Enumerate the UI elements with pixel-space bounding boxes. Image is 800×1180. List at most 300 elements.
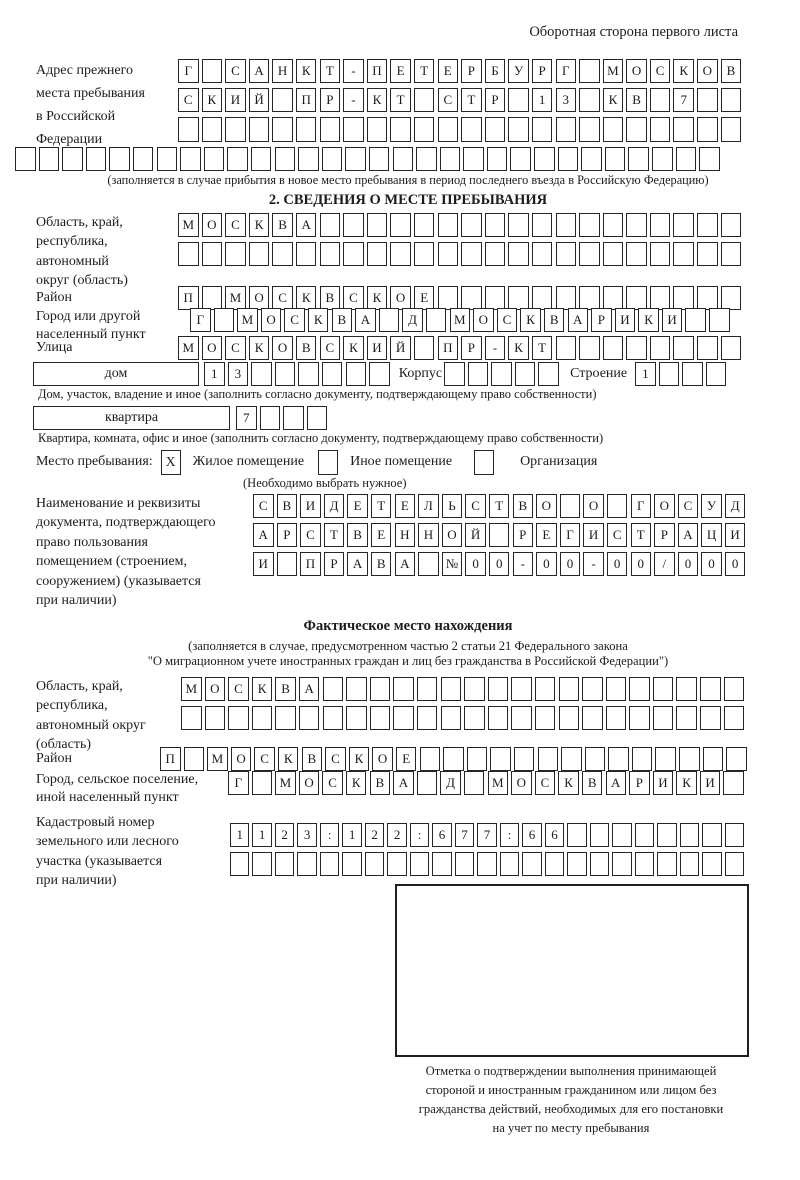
char-box[interactable]: О (511, 771, 532, 795)
char-box[interactable] (157, 147, 178, 171)
char-box[interactable]: 7 (455, 823, 474, 847)
char-box[interactable] (567, 823, 586, 847)
char-box[interactable]: И (583, 523, 604, 547)
char-box[interactable] (86, 147, 107, 171)
char-box[interactable]: Г (631, 494, 652, 518)
char-box[interactable]: С (320, 336, 341, 360)
char-box[interactable]: К (343, 336, 364, 360)
char-box[interactable]: М (207, 747, 228, 771)
char-box[interactable]: Е (414, 286, 435, 310)
char-box[interactable] (534, 147, 555, 171)
char-box[interactable]: Т (324, 523, 345, 547)
char-box[interactable] (724, 706, 745, 730)
char-box[interactable] (410, 852, 429, 876)
char-box[interactable]: 6 (522, 823, 541, 847)
char-box[interactable]: Е (438, 59, 459, 83)
char-box[interactable]: В (513, 494, 534, 518)
char-box[interactable]: Т (489, 494, 510, 518)
char-box[interactable] (367, 213, 388, 237)
char-box[interactable]: 2 (365, 823, 384, 847)
char-box[interactable]: Й (390, 336, 411, 360)
char-box[interactable] (653, 677, 674, 701)
char-box[interactable]: С (178, 88, 199, 112)
char-box[interactable] (703, 747, 724, 771)
char-box[interactable]: № (442, 552, 463, 576)
char-box[interactable]: Д (440, 771, 461, 795)
char-box[interactable] (343, 242, 364, 266)
char-box[interactable]: 7 (673, 88, 694, 112)
checkbox-organizatsiya[interactable] (474, 450, 494, 475)
char-box[interactable]: - (583, 552, 604, 576)
char-box[interactable]: О (299, 771, 320, 795)
char-box[interactable]: Е (395, 494, 416, 518)
char-box[interactable]: В (320, 286, 341, 310)
char-box[interactable] (202, 59, 223, 83)
char-box[interactable] (679, 747, 700, 771)
char-box[interactable]: М (488, 771, 509, 795)
char-box[interactable] (628, 147, 649, 171)
char-box[interactable]: К (508, 336, 529, 360)
char-box[interactable]: С (535, 771, 556, 795)
char-box[interactable] (673, 213, 694, 237)
char-box[interactable] (181, 706, 202, 730)
char-box[interactable] (697, 88, 718, 112)
char-box[interactable]: Е (347, 494, 368, 518)
char-box[interactable] (346, 362, 367, 386)
char-box[interactable]: М (603, 59, 624, 83)
char-box[interactable]: Г (556, 59, 577, 83)
char-box[interactable] (700, 677, 721, 701)
char-box[interactable] (626, 213, 647, 237)
char-box[interactable] (725, 852, 744, 876)
char-box[interactable] (320, 213, 341, 237)
char-box[interactable] (723, 771, 744, 795)
char-box[interactable]: - (485, 336, 506, 360)
char-box[interactable] (510, 147, 531, 171)
char-box[interactable]: О (626, 59, 647, 83)
char-box[interactable]: 3 (556, 88, 577, 112)
char-box[interactable] (390, 242, 411, 266)
char-box[interactable]: Р (461, 336, 482, 360)
char-box[interactable]: Й (465, 523, 486, 547)
char-box[interactable]: К (367, 88, 388, 112)
char-box[interactable] (490, 747, 511, 771)
char-box[interactable] (133, 147, 154, 171)
char-box[interactable]: С (272, 286, 293, 310)
char-box[interactable]: А (395, 552, 416, 576)
char-box[interactable] (699, 147, 720, 171)
char-box[interactable] (721, 286, 742, 310)
char-box[interactable]: О (697, 59, 718, 83)
char-box[interactable] (251, 147, 272, 171)
char-box[interactable] (298, 147, 319, 171)
char-box[interactable]: К (202, 88, 223, 112)
char-box[interactable]: С (678, 494, 699, 518)
char-box[interactable] (367, 117, 388, 141)
char-box[interactable]: О (372, 747, 393, 771)
char-box[interactable]: В (347, 523, 368, 547)
char-box[interactable]: С (438, 88, 459, 112)
char-box[interactable] (485, 242, 506, 266)
char-box[interactable] (606, 706, 627, 730)
char-box[interactable]: К (308, 308, 329, 332)
char-box[interactable] (626, 117, 647, 141)
char-box[interactable]: М (225, 286, 246, 310)
char-box[interactable] (440, 147, 461, 171)
char-box[interactable]: М (237, 308, 258, 332)
char-box[interactable] (508, 242, 529, 266)
char-box[interactable]: П (300, 552, 321, 576)
char-box[interactable] (605, 147, 626, 171)
char-box[interactable]: Д (402, 308, 423, 332)
char-box[interactable]: / (654, 552, 675, 576)
char-box[interactable] (214, 308, 235, 332)
char-box[interactable]: А (393, 771, 414, 795)
char-box[interactable] (673, 286, 694, 310)
char-box[interactable] (438, 286, 459, 310)
char-box[interactable]: К (249, 213, 270, 237)
char-box[interactable]: - (343, 88, 364, 112)
char-box[interactable] (323, 677, 344, 701)
char-box[interactable]: Т (532, 336, 553, 360)
char-box[interactable] (369, 362, 390, 386)
char-box[interactable] (538, 362, 559, 386)
char-box[interactable]: Р (532, 59, 553, 83)
char-box[interactable]: А (299, 677, 320, 701)
char-box[interactable] (260, 406, 281, 430)
char-box[interactable]: Р (513, 523, 534, 547)
char-box[interactable] (629, 706, 650, 730)
char-box[interactable] (721, 242, 742, 266)
char-box[interactable] (228, 706, 249, 730)
char-box[interactable] (298, 362, 319, 386)
char-box[interactable] (655, 747, 676, 771)
char-box[interactable] (109, 147, 130, 171)
char-box[interactable]: Г (190, 308, 211, 332)
char-box[interactable] (464, 677, 485, 701)
char-box[interactable]: - (513, 552, 534, 576)
char-box[interactable] (417, 677, 438, 701)
char-box[interactable]: И (367, 336, 388, 360)
char-box[interactable]: О (205, 677, 226, 701)
char-box[interactable] (414, 213, 435, 237)
char-box[interactable]: И (662, 308, 683, 332)
char-box[interactable]: Т (414, 59, 435, 83)
char-box[interactable]: А (568, 308, 589, 332)
char-box[interactable] (556, 286, 577, 310)
char-box[interactable]: 6 (432, 823, 451, 847)
char-box[interactable] (556, 117, 577, 141)
char-box[interactable] (417, 706, 438, 730)
char-box[interactable]: А (678, 523, 699, 547)
char-box[interactable] (417, 771, 438, 795)
char-box[interactable] (682, 362, 703, 386)
char-box[interactable]: П (438, 336, 459, 360)
char-box[interactable] (607, 494, 628, 518)
char-box[interactable] (721, 88, 742, 112)
char-box[interactable] (603, 213, 624, 237)
char-box[interactable] (725, 823, 744, 847)
char-box[interactable] (700, 706, 721, 730)
char-box[interactable] (414, 242, 435, 266)
char-box[interactable] (251, 362, 272, 386)
char-box[interactable]: Е (371, 523, 392, 547)
char-box[interactable]: О (654, 494, 675, 518)
char-box[interactable] (724, 677, 745, 701)
char-box[interactable] (579, 59, 600, 83)
char-box[interactable] (559, 677, 580, 701)
char-box[interactable]: В (296, 336, 317, 360)
char-box[interactable] (579, 117, 600, 141)
char-box[interactable]: К (346, 771, 367, 795)
char-box[interactable] (697, 242, 718, 266)
char-box[interactable]: К (603, 88, 624, 112)
char-box[interactable] (579, 242, 600, 266)
char-box[interactable] (508, 88, 529, 112)
char-box[interactable] (468, 362, 489, 386)
char-box[interactable]: Т (320, 59, 341, 83)
char-box[interactable]: Р (485, 88, 506, 112)
char-box[interactable] (296, 117, 317, 141)
char-box[interactable] (39, 147, 60, 171)
char-box[interactable] (608, 747, 629, 771)
char-box[interactable]: 3 (297, 823, 316, 847)
char-box[interactable] (461, 286, 482, 310)
char-box[interactable]: К (296, 59, 317, 83)
char-box[interactable] (515, 362, 536, 386)
char-box[interactable] (511, 706, 532, 730)
char-box[interactable]: А (253, 523, 274, 547)
char-box[interactable]: К (349, 747, 370, 771)
char-box[interactable]: К (278, 747, 299, 771)
char-box[interactable]: И (653, 771, 674, 795)
char-box[interactable] (491, 362, 512, 386)
char-box[interactable] (635, 823, 654, 847)
char-box[interactable]: : (500, 823, 519, 847)
char-box[interactable]: 3 (228, 362, 249, 386)
char-box[interactable] (558, 147, 579, 171)
char-box[interactable]: Д (725, 494, 746, 518)
char-box[interactable] (370, 677, 391, 701)
char-box[interactable]: К (676, 771, 697, 795)
char-box[interactable]: С (253, 494, 274, 518)
char-box[interactable]: О (249, 286, 270, 310)
char-box[interactable] (514, 747, 535, 771)
char-box[interactable] (650, 336, 671, 360)
char-box[interactable]: В (626, 88, 647, 112)
char-box[interactable]: У (701, 494, 722, 518)
char-box[interactable]: С (607, 523, 628, 547)
char-box[interactable] (532, 117, 553, 141)
char-box[interactable]: К (520, 308, 541, 332)
char-box[interactable] (252, 706, 273, 730)
char-box[interactable]: 0 (465, 552, 486, 576)
char-box[interactable]: М (178, 213, 199, 237)
char-box[interactable] (204, 147, 225, 171)
char-box[interactable]: А (249, 59, 270, 83)
char-box[interactable]: 0 (607, 552, 628, 576)
char-box[interactable]: Р (591, 308, 612, 332)
char-box[interactable] (702, 852, 721, 876)
char-box[interactable] (652, 147, 673, 171)
char-box[interactable]: И (300, 494, 321, 518)
char-box[interactable] (632, 747, 653, 771)
checkbox-inoe-pomeshchenie[interactable] (318, 450, 338, 475)
char-box[interactable]: С (225, 336, 246, 360)
char-box[interactable] (227, 147, 248, 171)
char-box[interactable] (676, 706, 697, 730)
char-box[interactable]: 0 (560, 552, 581, 576)
char-box[interactable] (463, 147, 484, 171)
char-box[interactable] (603, 242, 624, 266)
char-box[interactable] (307, 406, 328, 430)
char-box[interactable] (461, 242, 482, 266)
char-box[interactable]: 0 (631, 552, 652, 576)
char-box[interactable] (650, 117, 671, 141)
char-box[interactable] (464, 706, 485, 730)
char-box[interactable] (277, 552, 298, 576)
char-box[interactable]: С (225, 59, 246, 83)
char-box[interactable]: 1 (252, 823, 271, 847)
char-box[interactable] (343, 213, 364, 237)
char-box[interactable]: 1 (532, 88, 553, 112)
char-box[interactable] (461, 213, 482, 237)
char-box[interactable] (673, 336, 694, 360)
char-box[interactable] (420, 747, 441, 771)
char-box[interactable] (567, 852, 586, 876)
char-box[interactable]: К (296, 286, 317, 310)
char-box[interactable]: Е (390, 59, 411, 83)
char-box[interactable]: О (272, 336, 293, 360)
char-box[interactable] (249, 117, 270, 141)
char-box[interactable] (680, 852, 699, 876)
char-box[interactable] (225, 242, 246, 266)
char-box[interactable] (626, 242, 647, 266)
char-box[interactable]: Р (324, 552, 345, 576)
char-box[interactable] (230, 852, 249, 876)
char-box[interactable]: 1 (635, 362, 656, 386)
char-box[interactable] (657, 823, 676, 847)
char-box[interactable]: П (160, 747, 181, 771)
char-box[interactable]: Ь (442, 494, 463, 518)
char-box[interactable]: Г (178, 59, 199, 83)
char-box[interactable]: В (370, 771, 391, 795)
char-box[interactable]: С (225, 213, 246, 237)
char-box[interactable] (582, 706, 603, 730)
char-box[interactable]: Л (418, 494, 439, 518)
char-box[interactable]: В (721, 59, 742, 83)
char-box[interactable] (202, 242, 223, 266)
char-box[interactable]: С (465, 494, 486, 518)
char-box[interactable] (556, 213, 577, 237)
char-box[interactable] (538, 747, 559, 771)
char-box[interactable]: 0 (725, 552, 746, 576)
char-box[interactable] (508, 117, 529, 141)
char-box[interactable]: Т (631, 523, 652, 547)
char-box[interactable] (626, 336, 647, 360)
char-box[interactable] (559, 706, 580, 730)
char-box[interactable] (500, 852, 519, 876)
char-box[interactable]: С (497, 308, 518, 332)
char-box[interactable] (489, 523, 510, 547)
char-box[interactable]: А (347, 552, 368, 576)
char-box[interactable]: 1 (342, 823, 361, 847)
char-box[interactable] (590, 852, 609, 876)
char-box[interactable]: В (371, 552, 392, 576)
char-box[interactable] (225, 117, 246, 141)
char-box[interactable] (585, 747, 606, 771)
char-box[interactable] (455, 852, 474, 876)
char-box[interactable] (438, 242, 459, 266)
char-box[interactable]: Б (485, 59, 506, 83)
char-box[interactable] (346, 677, 367, 701)
char-box[interactable] (579, 213, 600, 237)
char-box[interactable]: А (296, 213, 317, 237)
char-box[interactable]: О (202, 336, 223, 360)
char-box[interactable]: О (261, 308, 282, 332)
char-box[interactable] (680, 823, 699, 847)
char-box[interactable] (252, 852, 271, 876)
char-box[interactable]: М (450, 308, 471, 332)
char-box[interactable] (650, 286, 671, 310)
char-box[interactable] (345, 147, 366, 171)
char-box[interactable] (676, 147, 697, 171)
char-box[interactable] (62, 147, 83, 171)
char-box[interactable]: К (638, 308, 659, 332)
char-box[interactable] (444, 362, 465, 386)
char-box[interactable]: С (343, 286, 364, 310)
char-box[interactable] (485, 117, 506, 141)
char-box[interactable]: В (332, 308, 353, 332)
char-box[interactable] (320, 242, 341, 266)
char-box[interactable] (532, 242, 553, 266)
char-box[interactable]: 1 (204, 362, 225, 386)
char-box[interactable]: К (252, 677, 273, 701)
char-box[interactable] (721, 117, 742, 141)
char-box[interactable] (629, 677, 650, 701)
char-box[interactable] (508, 213, 529, 237)
char-box[interactable] (673, 242, 694, 266)
char-box[interactable] (673, 117, 694, 141)
char-box[interactable] (612, 823, 631, 847)
char-box[interactable]: С (228, 677, 249, 701)
char-box[interactable]: М (181, 677, 202, 701)
char-box[interactable]: П (367, 59, 388, 83)
char-box[interactable]: Т (371, 494, 392, 518)
char-box[interactable]: 0 (678, 552, 699, 576)
char-box[interactable] (676, 677, 697, 701)
char-box[interactable]: В (272, 213, 293, 237)
char-box[interactable]: С (254, 747, 275, 771)
char-box[interactable] (579, 336, 600, 360)
char-box[interactable] (249, 242, 270, 266)
char-box[interactable]: С (284, 308, 305, 332)
char-box[interactable] (275, 706, 296, 730)
char-box[interactable]: Е (536, 523, 557, 547)
char-box[interactable]: И (253, 552, 274, 576)
char-box[interactable]: Ц (701, 523, 722, 547)
char-box[interactable]: Н (418, 523, 439, 547)
char-box[interactable] (485, 213, 506, 237)
char-box[interactable]: К (673, 59, 694, 83)
char-box[interactable] (365, 852, 384, 876)
char-box[interactable] (582, 677, 603, 701)
char-box[interactable]: К (558, 771, 579, 795)
char-box[interactable] (178, 242, 199, 266)
char-box[interactable] (390, 213, 411, 237)
char-box[interactable] (272, 88, 293, 112)
char-box[interactable] (432, 852, 451, 876)
